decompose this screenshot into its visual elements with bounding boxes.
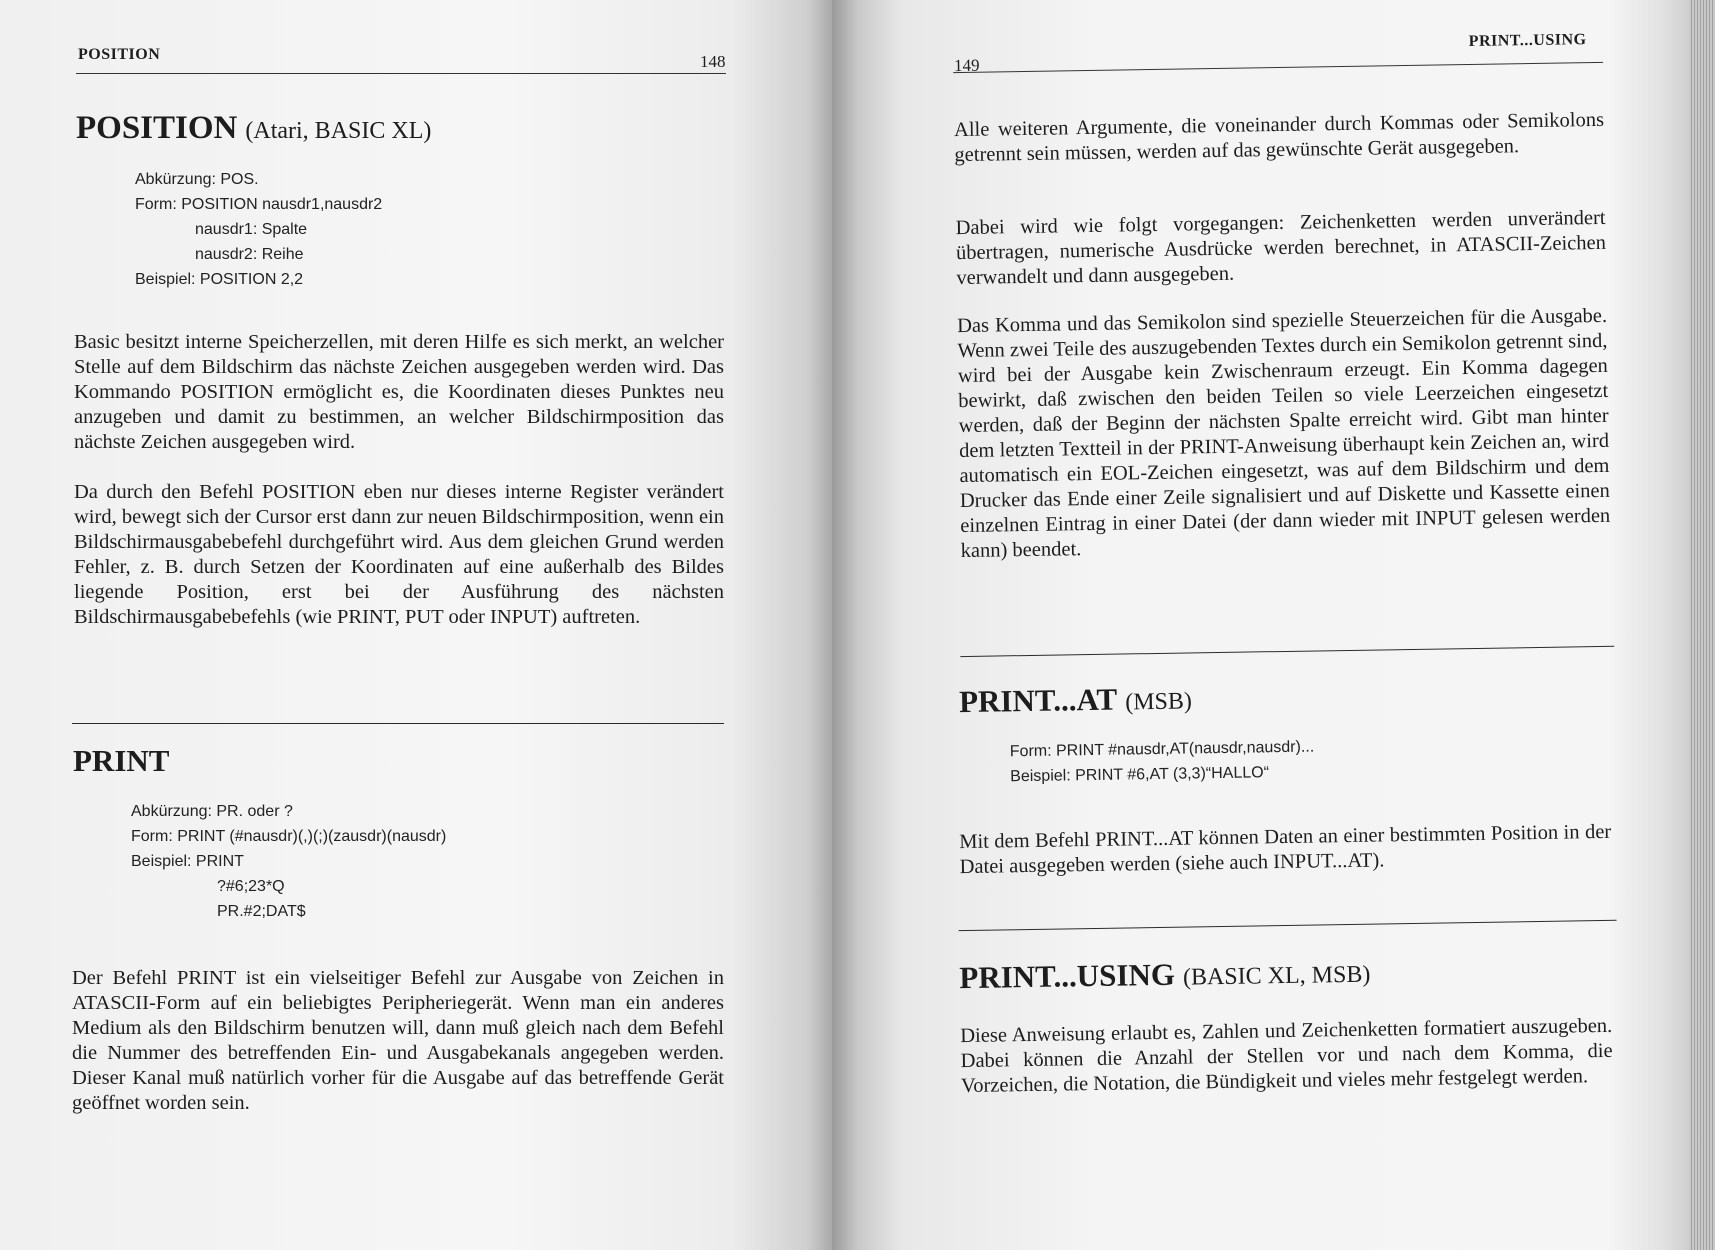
spec-line: Beispiel: PRINT (131, 853, 244, 870)
paragraph: Der Befehl PRINT ist ein vielseitiger Befehl zur Ausgabe von Zeichen in ATASCII-Form auf ein beliebigtes Peripheriegerät. Wenn man ein anderes Medium als den Bildschirm benutzen will, dann muß gleich nach dem Befehl die Nummer des betreffenden Ein- und Ausgabekanals angegeben werden. Dieser Kanal muß natürlich vorher für die Ausgabe auf das betreffende Gerät geöffnet worden sein. (72, 967, 724, 1114)
left-page (0, 0, 832, 1250)
paragraph: Das Komma und das Semikolon sind spezielle Steuerzeichen für die Ausgabe. Wenn zwei Teile des auszugebenden Textes durch ein Semikolon getrennt sind, wird bei der Ausgabe kein Zwischenraum erzeugt. Ein Komma dagegen bewirkt, daß zwischen den beiden Teilen so viele Leerzeichen eingesetzt werden, daß der Beginn der nächsten Spalte erreicht wird. Gibt man hinter dem letzten Textteil in der PRINT-Anweisung überhaupt kein Zeichen an, wird automatisch ein EOL-Zeichen eingesetzt, was auf dem Bildschirm und dem Drucker das Ende einer Zeile signalisiert und auf Diskette und Kassette einen einzelnen Eintrag in einer Datei (der dann wieder mit INPUT gelesen werden kann) beendet. (956, 304, 1611, 563)
header-rule-right (953, 62, 1603, 73)
section-divider (960, 646, 1614, 657)
paragraph: Diese Anweisung erlaubt es, Zahlen und Zeichenketten formatiert auszugeben. Dabei können die Anzahl der Stellen vor und nach dem Komma, die Vorzeichen, die Notation, die Bündigkeit und vieles mehr festgelegt werden. (960, 1014, 1613, 1098)
entry-title-position (76, 110, 431, 147)
paragraph: Mit dem Befehl PRINT...AT können Daten an einer bestimmten Position in der Datei ausgegeben werden (siehe auch INPUT...AT). (959, 820, 1612, 879)
entry-subtitle: (Atari, BASIC XL) (245, 118, 432, 144)
entry-title-text: PRINT...USING (959, 956, 1176, 996)
spec-line: Form: PRINT #nausdr,AT(nausdr,nausdr)... (1009, 738, 1315, 761)
entry-title-text: PRINT...AT (958, 681, 1118, 720)
paragraph: Basic besitzt interne Speicherzellen, mit deren Hilfe es sich merkt, an welcher Stelle auf dem Bildschirm das nächste Zeichen ausgegeben werden wird. Das Kommando POSITION ermöglicht es, die Koordinaten dieses Punktes neu anzugeben und damit zu bestimmen, an welcher Bildschirmposition das nächste Zeichen ausgegeben wird. (74, 331, 724, 453)
spec-line: Abkürzung: POS. (135, 171, 259, 188)
entry-subtitle: (MSB) (1125, 688, 1193, 716)
spec-block-print (131, 799, 446, 924)
running-head-right: PRINT...USING (1468, 31, 1587, 51)
section-divider (959, 920, 1617, 931)
spec-line: nausdr2: Reihe (195, 246, 304, 263)
spec-block-position (135, 167, 382, 292)
running-head-left: POSITION (78, 46, 161, 63)
spec-line: nausdr1: Spalte (195, 221, 308, 238)
spec-block-print-at (1010, 735, 1315, 790)
spec-line: Form: PRINT (#nausdr)(,)(;)(zausdr)(nausdr) (131, 828, 447, 845)
paragraph: Da durch den Befehl POSITION eben nur dieses interne Register verändert wird, bewegt sich der Cursor erst dann zur neuen Bildschirmposition, wenn ein Bildschirmausgabebefehl durchgeführt wird. Aus dem gleichen Grund werden Fehler, z. B. durch Setzen der Koordinaten auf eine außerhalb des Bildes liegende Position, erst bei der Ausführung des nächsten Bildschirmausgabebefehls (wie PRINT, PUT oder INPUT) auftreten. (74, 481, 724, 628)
page-number-left: 148 (700, 52, 726, 71)
entry-title-print-at (959, 680, 1192, 720)
spec-line: Form: POSITION nausdr1,nausdr2 (135, 196, 383, 213)
paragraph: Alle weiteren Argumente, die voneinander durch Kommas oder Semikolons getrennt sein müssen, werden auf das gewünschte Gerät ausgegeben. (953, 108, 1605, 167)
paragraph: Dabei wird wie folgt vorgegangen: Zeichenketten werden unverändert übertragen, numerische Ausdrücke werden berechnet, in ATASCII-Zeichen verwandelt und dann ausgegeben. (955, 206, 1607, 290)
entry-title-text: POSITION (76, 110, 238, 146)
spec-line: Abkürzung: PR. oder ? (131, 803, 293, 820)
spec-line: ?#6;23*Q (217, 878, 285, 895)
entry-title-print-using (959, 954, 1370, 996)
entry-title-print: PRINT (73, 743, 170, 778)
section-divider (72, 723, 724, 724)
entry-subtitle: (BASIC XL, MSB) (1182, 961, 1371, 991)
spec-line: Beispiel: PRINT #6,AT (3,3)“HALLO“ (1010, 764, 1270, 786)
header-rule-left (76, 73, 726, 74)
right-page (832, 0, 1715, 1250)
spec-line: PR.#2;DAT$ (217, 903, 306, 920)
spec-line: Beispiel: POSITION 2,2 (135, 271, 304, 288)
page-number-right: 149 (953, 55, 980, 76)
